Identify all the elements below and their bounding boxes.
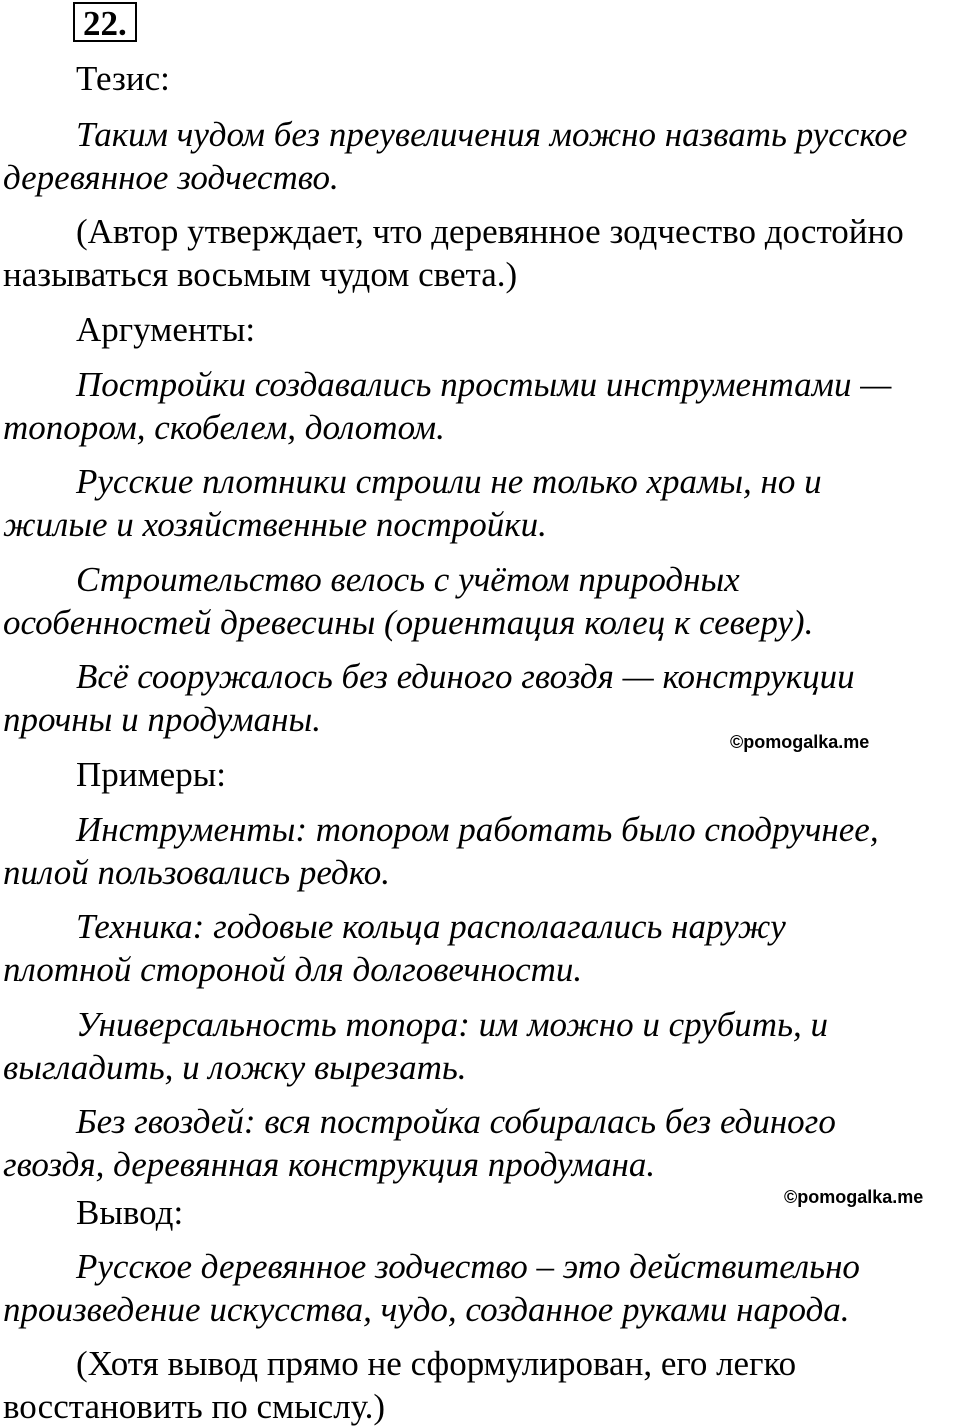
argument-3-line-1: Строительство велось с учётом природных — [76, 560, 740, 599]
thesis-statement-line-1: Таким чудом без преувеличения можно назвать русское — [76, 115, 908, 154]
example-3-line-1: Универсальность топора: им можно и срубить, и — [76, 1005, 829, 1044]
examples-heading: Примеры: — [76, 755, 226, 794]
argument-4-line-1: Всё сооружалось без единого гвоздя — конструкции — [76, 657, 855, 696]
argument-2-line-1: Русские плотники строили не только храмы, но и — [76, 462, 822, 501]
argument-2-line-2: жилые и хозяйственные постройки. — [3, 505, 547, 544]
example-4-line-2: гвоздя, деревянная конструкция продумана. — [3, 1145, 656, 1184]
example-2-line-1: Техника: годовые кольца располагались наружу — [76, 907, 786, 946]
thesis-heading: Тезис: — [76, 59, 170, 98]
argument-4-line-2: прочны и продуманы. — [3, 700, 321, 739]
argument-1-line-1: Постройки создавались простыми инструментами — — [76, 365, 892, 404]
argument-1-line-2: топором, скобелем, долотом. — [3, 408, 445, 447]
thesis-statement-line-2: деревянное зодчество. — [3, 158, 339, 197]
example-1-line-1: Инструменты: топором работать было сподручнее, — [76, 810, 879, 849]
thesis-note-line-1: (Автор утверждает, что деревянное зодчество достойно — [76, 212, 904, 251]
task-number: 22. — [73, 2, 137, 42]
conclusion-statement-line-2: произведение искусства, чудо, созданное руками народа. — [3, 1290, 850, 1329]
conclusion-note-line-2: восстановить по смыслу.) — [3, 1387, 386, 1426]
conclusion-note-line-1: (Хотя вывод прямо не сформулирован, его легко — [76, 1344, 797, 1383]
example-2-line-2: плотной стороной для долговечности. — [3, 950, 583, 989]
watermark-2: ©pomogalka.me — [784, 1187, 924, 1207]
conclusion-statement-line-1: Русское деревянное зодчество – это действительно — [76, 1247, 860, 1286]
example-4-line-1: Без гвоздей: вся постройка собиралась без единого — [76, 1102, 836, 1141]
argument-3-line-2: особенностей древесины (ориентация колец к северу). — [3, 603, 814, 642]
conclusion-heading: Вывод: — [76, 1193, 184, 1232]
example-1-line-2: пилой пользовались редко. — [3, 853, 391, 892]
thesis-note-line-2: называться восьмым чудом света.) — [3, 255, 518, 294]
example-3-line-2: выгладить, и ложку вырезать. — [3, 1048, 467, 1087]
watermark-1: ©pomogalka.me — [730, 732, 870, 752]
arguments-heading: Аргументы: — [76, 310, 256, 349]
